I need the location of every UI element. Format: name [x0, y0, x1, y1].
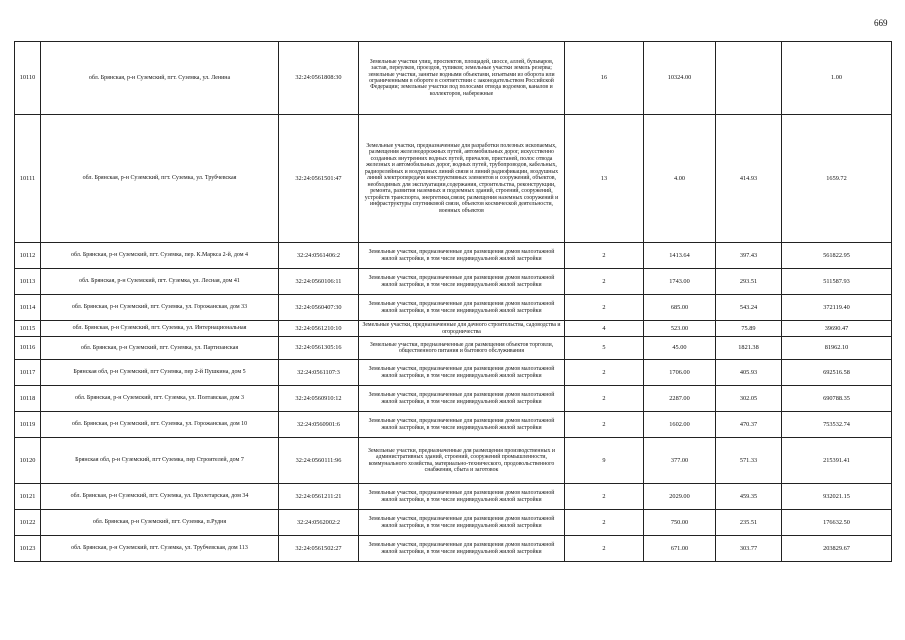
- table-row: [15, 412, 892, 438]
- cadastral-number: 32:24:0560111:96: [279, 438, 359, 484]
- cadastral-value: 1.00: [782, 42, 892, 115]
- rate-value: 75.89: [716, 321, 782, 337]
- address-cell: обл. Брянская, р-н Суземский, пгт. Суземка, ул. Трубчевская: [41, 115, 279, 243]
- cadastral-number: 32:24:0560901:6: [279, 412, 359, 438]
- table-row: [15, 337, 892, 360]
- table-row: [15, 321, 892, 337]
- table-row: [15, 42, 892, 115]
- row-id: 10116: [15, 337, 41, 360]
- cadastral-value: 203829.67: [782, 536, 892, 562]
- table-row: [15, 510, 892, 536]
- table-row: [15, 269, 892, 295]
- cadastral-number: 32:24:0562002:2: [279, 510, 359, 536]
- address-cell: обл. Брянская, р-н Суземский, пгт. Суземка, пер. К.Маркса 2-й, дом 4: [41, 243, 279, 269]
- cadastral-value: 215391.41: [782, 438, 892, 484]
- cadastral-number: 32:24:0560106:11: [279, 269, 359, 295]
- purpose-group: 5: [565, 337, 644, 360]
- purpose-group: 13: [565, 115, 644, 243]
- address-cell: Брянская обл, р-н Суземский, пгт Суземка, пер 2-й Пушкина, дом 5: [41, 360, 279, 386]
- land-purpose: Земельные участки, предназначенные для размещения домов малоэтажной жилой застройки, в том числе индивидуальной жилой застройки: [359, 386, 565, 412]
- area-value: 2287.00: [644, 386, 716, 412]
- land-purpose: Земельные участки, предназначенные для размещения производственных и административных зданий, строений, сооружений промышленности, коммунального хозяйства, материально-технического, продовольственного снабжения, сбыта и заготовок: [359, 438, 565, 484]
- area-value: 2029.00: [644, 484, 716, 510]
- cadastral-number: 32:24:0561107:3: [279, 360, 359, 386]
- purpose-group: 9: [565, 438, 644, 484]
- rate-value: 302.05: [716, 386, 782, 412]
- purpose-group: 2: [565, 295, 644, 321]
- cadastral-number: 32:24:0561211:21: [279, 484, 359, 510]
- address-cell: обл. Брянская, р-н Суземский, пгт. Суземка, ул. Интернациональная: [41, 321, 279, 337]
- row-id: 10114: [15, 295, 41, 321]
- rate-value: 397.43: [716, 243, 782, 269]
- cadastral-number: 32:24:0561501:47: [279, 115, 359, 243]
- purpose-group: 2: [565, 484, 644, 510]
- land-purpose: Земельные участки, предназначенные для размещения объектов торговли, общественного питания и бытового обслуживания: [359, 337, 565, 360]
- land-purpose: Земельные участки, предназначенные для размещения домов малоэтажной жилой застройки, в том числе индивидуальной жилой застройки: [359, 484, 565, 510]
- purpose-group: 2: [565, 386, 644, 412]
- row-id: 10118: [15, 386, 41, 412]
- area-value: 671.00: [644, 536, 716, 562]
- rate-value: 571.33: [716, 438, 782, 484]
- cadastral-value: 692516.58: [782, 360, 892, 386]
- purpose-group: 2: [565, 243, 644, 269]
- land-purpose: Земельные участки, предназначенные для дачного строительства, садоводства и огородничества: [359, 321, 565, 337]
- rate-value: 414.93: [716, 115, 782, 243]
- table-row: [15, 386, 892, 412]
- table-row: [15, 295, 892, 321]
- address-cell: обл. Брянская, р-н Суземский, пгт. Суземка, ул. Партизанская: [41, 337, 279, 360]
- area-value: 4.00: [644, 115, 716, 243]
- rate-value: 303.77: [716, 536, 782, 562]
- rate-value: [716, 42, 782, 115]
- cadastral-number: 32:24:0560407:30: [279, 295, 359, 321]
- cadastral-value: 81962.10: [782, 337, 892, 360]
- address-cell: обл. Брянская, р-н Суземский, пгт. Суземка, ул. Трубчевская, дом 113: [41, 536, 279, 562]
- cadastral-value: 39690.47: [782, 321, 892, 337]
- rate-value: 1821.38: [716, 337, 782, 360]
- table-row: [15, 360, 892, 386]
- rate-value: 405.93: [716, 360, 782, 386]
- purpose-group: 16: [565, 42, 644, 115]
- area-value: 1413.64: [644, 243, 716, 269]
- cadastral-value: 176632.50: [782, 510, 892, 536]
- land-purpose: Земельные участки, предназначенные для размещения домов малоэтажной жилой застройки, в том числе индивидуальной жилой застройки: [359, 269, 565, 295]
- row-id: 10119: [15, 412, 41, 438]
- land-purpose: Земельные участки, предназначенные для размещения домов малоэтажной жилой застройки, в том числе индивидуальной жилой застройки: [359, 510, 565, 536]
- area-value: 685.00: [644, 295, 716, 321]
- area-value: 45.00: [644, 337, 716, 360]
- purpose-group: 2: [565, 269, 644, 295]
- cadastral-number: 32:24:0561502:27: [279, 536, 359, 562]
- cadastral-number: 32:24:0561210:10: [279, 321, 359, 337]
- purpose-group: 2: [565, 412, 644, 438]
- rate-value: 293.51: [716, 269, 782, 295]
- land-purpose: Земельные участки, предназначенные для размещения домов малоэтажной жилой застройки, в том числе индивидуальной жилой застройки: [359, 243, 565, 269]
- address-cell: обл. Брянская, р-н Суземский, пгт. Суземка, ул. Горожанская, дом 10: [41, 412, 279, 438]
- cadastral-value: 932021.15: [782, 484, 892, 510]
- address-cell: обл. Брянская, р-н Суземский, пгт. Суземка, ул. Полтавская, дом 3: [41, 386, 279, 412]
- area-value: 10324.00: [644, 42, 716, 115]
- area-value: 523.00: [644, 321, 716, 337]
- rate-value: 543.24: [716, 295, 782, 321]
- cadastral-value: 690788.35: [782, 386, 892, 412]
- cadastral-number: 32:24:0561808:30: [279, 42, 359, 115]
- purpose-group: 2: [565, 360, 644, 386]
- row-id: 10117: [15, 360, 41, 386]
- land-purpose: Земельные участки, предназначенные для размещения домов малоэтажной жилой застройки, в том числе индивидуальной жилой застройки: [359, 412, 565, 438]
- land-purpose: Земельные участки, предназначенные для разработки полезных ископаемых, размещения железнодорожных путей, автомобильных дорог, искусственно созданных внутренних водных путей, причалов, пристаней, полос отвода железных и автомобильных дорог, водных путей, трубопроводов, кабельных, радиорелейных и воздушных линий связи и линий радиофикации, воздушных линий электропередачи конструктивных элементов и сооружений, объектов, необходимых для эксплуатации,содержания, строительства, реконструкции, ремонта, развития наземных и подземных зданий, строений, сооружений, устройств транспорта, энергетики,связи; размещения наземных сооружений и инфраструктуры спутниковой связи, объектов космической деятельности, военных объектов: [359, 115, 565, 243]
- purpose-group: 2: [565, 536, 644, 562]
- page-number: 669: [874, 18, 888, 28]
- land-valuation-table: [14, 41, 892, 562]
- area-value: 1602.00: [644, 412, 716, 438]
- land-purpose: Земельные участки улиц, проспектов, площадей, шоссе, аллей, бульваров, застав, переулков, проездов, тупиков; земельные участки земель резерва; земельные участки, занятые водными объектами, изъятыми из оборота или ограниченными в обороте в соответствии с законодательством Российской Федерации; земельные участки под полосами отвода водоемов, каналов и коллекторов, набережные: [359, 42, 565, 115]
- area-value: 750.00: [644, 510, 716, 536]
- row-id: 10120: [15, 438, 41, 484]
- address-cell: Брянская обл, р-н Суземский, пгт Суземка, пер Строителей, дом 7: [41, 438, 279, 484]
- rate-value: 459.35: [716, 484, 782, 510]
- row-id: 10112: [15, 243, 41, 269]
- cadastral-value: 511587.93: [782, 269, 892, 295]
- address-cell: обл. Брянская, р-н Суземский, пгт. Суземка, ул. Лесная, дом 41: [41, 269, 279, 295]
- address-cell: обл. Брянская, р-н Суземский, пгт. Суземка, ул. Пролетарская, дом 34: [41, 484, 279, 510]
- table-row: [15, 115, 892, 243]
- cadastral-number: 32:24:0561406:2: [279, 243, 359, 269]
- row-id: 10113: [15, 269, 41, 295]
- table-row: [15, 243, 892, 269]
- row-id: 10110: [15, 42, 41, 115]
- address-cell: обл. Брянская, р-н Суземский, пгт. Суземка, ул. Ленина: [41, 42, 279, 115]
- cadastral-number: 32:24:0561305:16: [279, 337, 359, 360]
- table-row: [15, 438, 892, 484]
- cadastral-number: 32:24:0560910:12: [279, 386, 359, 412]
- cadastral-value: 372119.40: [782, 295, 892, 321]
- purpose-group: 4: [565, 321, 644, 337]
- row-id: 10123: [15, 536, 41, 562]
- cadastral-value: 1659.72: [782, 115, 892, 243]
- address-cell: обл. Брянская, р-н Суземский, пгт. Суземка, п.Рудня: [41, 510, 279, 536]
- land-purpose: Земельные участки, предназначенные для размещения домов малоэтажной жилой застройки, в том числе индивидуальной жилой застройки: [359, 360, 565, 386]
- row-id: 10111: [15, 115, 41, 243]
- land-purpose: Земельные участки, предназначенные для размещения домов малоэтажной жилой застройки, в том числе индивидуальной жилой застройки: [359, 295, 565, 321]
- area-value: 1743.00: [644, 269, 716, 295]
- area-value: 377.00: [644, 438, 716, 484]
- cadastral-value: 561822.95: [782, 243, 892, 269]
- row-id: 10115: [15, 321, 41, 337]
- row-id: 10121: [15, 484, 41, 510]
- row-id: 10122: [15, 510, 41, 536]
- table-row: [15, 484, 892, 510]
- area-value: 1706.00: [644, 360, 716, 386]
- table-row: [15, 536, 892, 562]
- rate-value: 235.51: [716, 510, 782, 536]
- address-cell: обл. Брянская, р-н Суземский, пгт. Суземка, ул. Горожанская, дом 33: [41, 295, 279, 321]
- rate-value: 470.37: [716, 412, 782, 438]
- land-purpose: Земельные участки, предназначенные для размещения домов малоэтажной жилой застройки, в том числе индивидуальной жилой застройки: [359, 536, 565, 562]
- cadastral-value: 753532.74: [782, 412, 892, 438]
- purpose-group: 2: [565, 510, 644, 536]
